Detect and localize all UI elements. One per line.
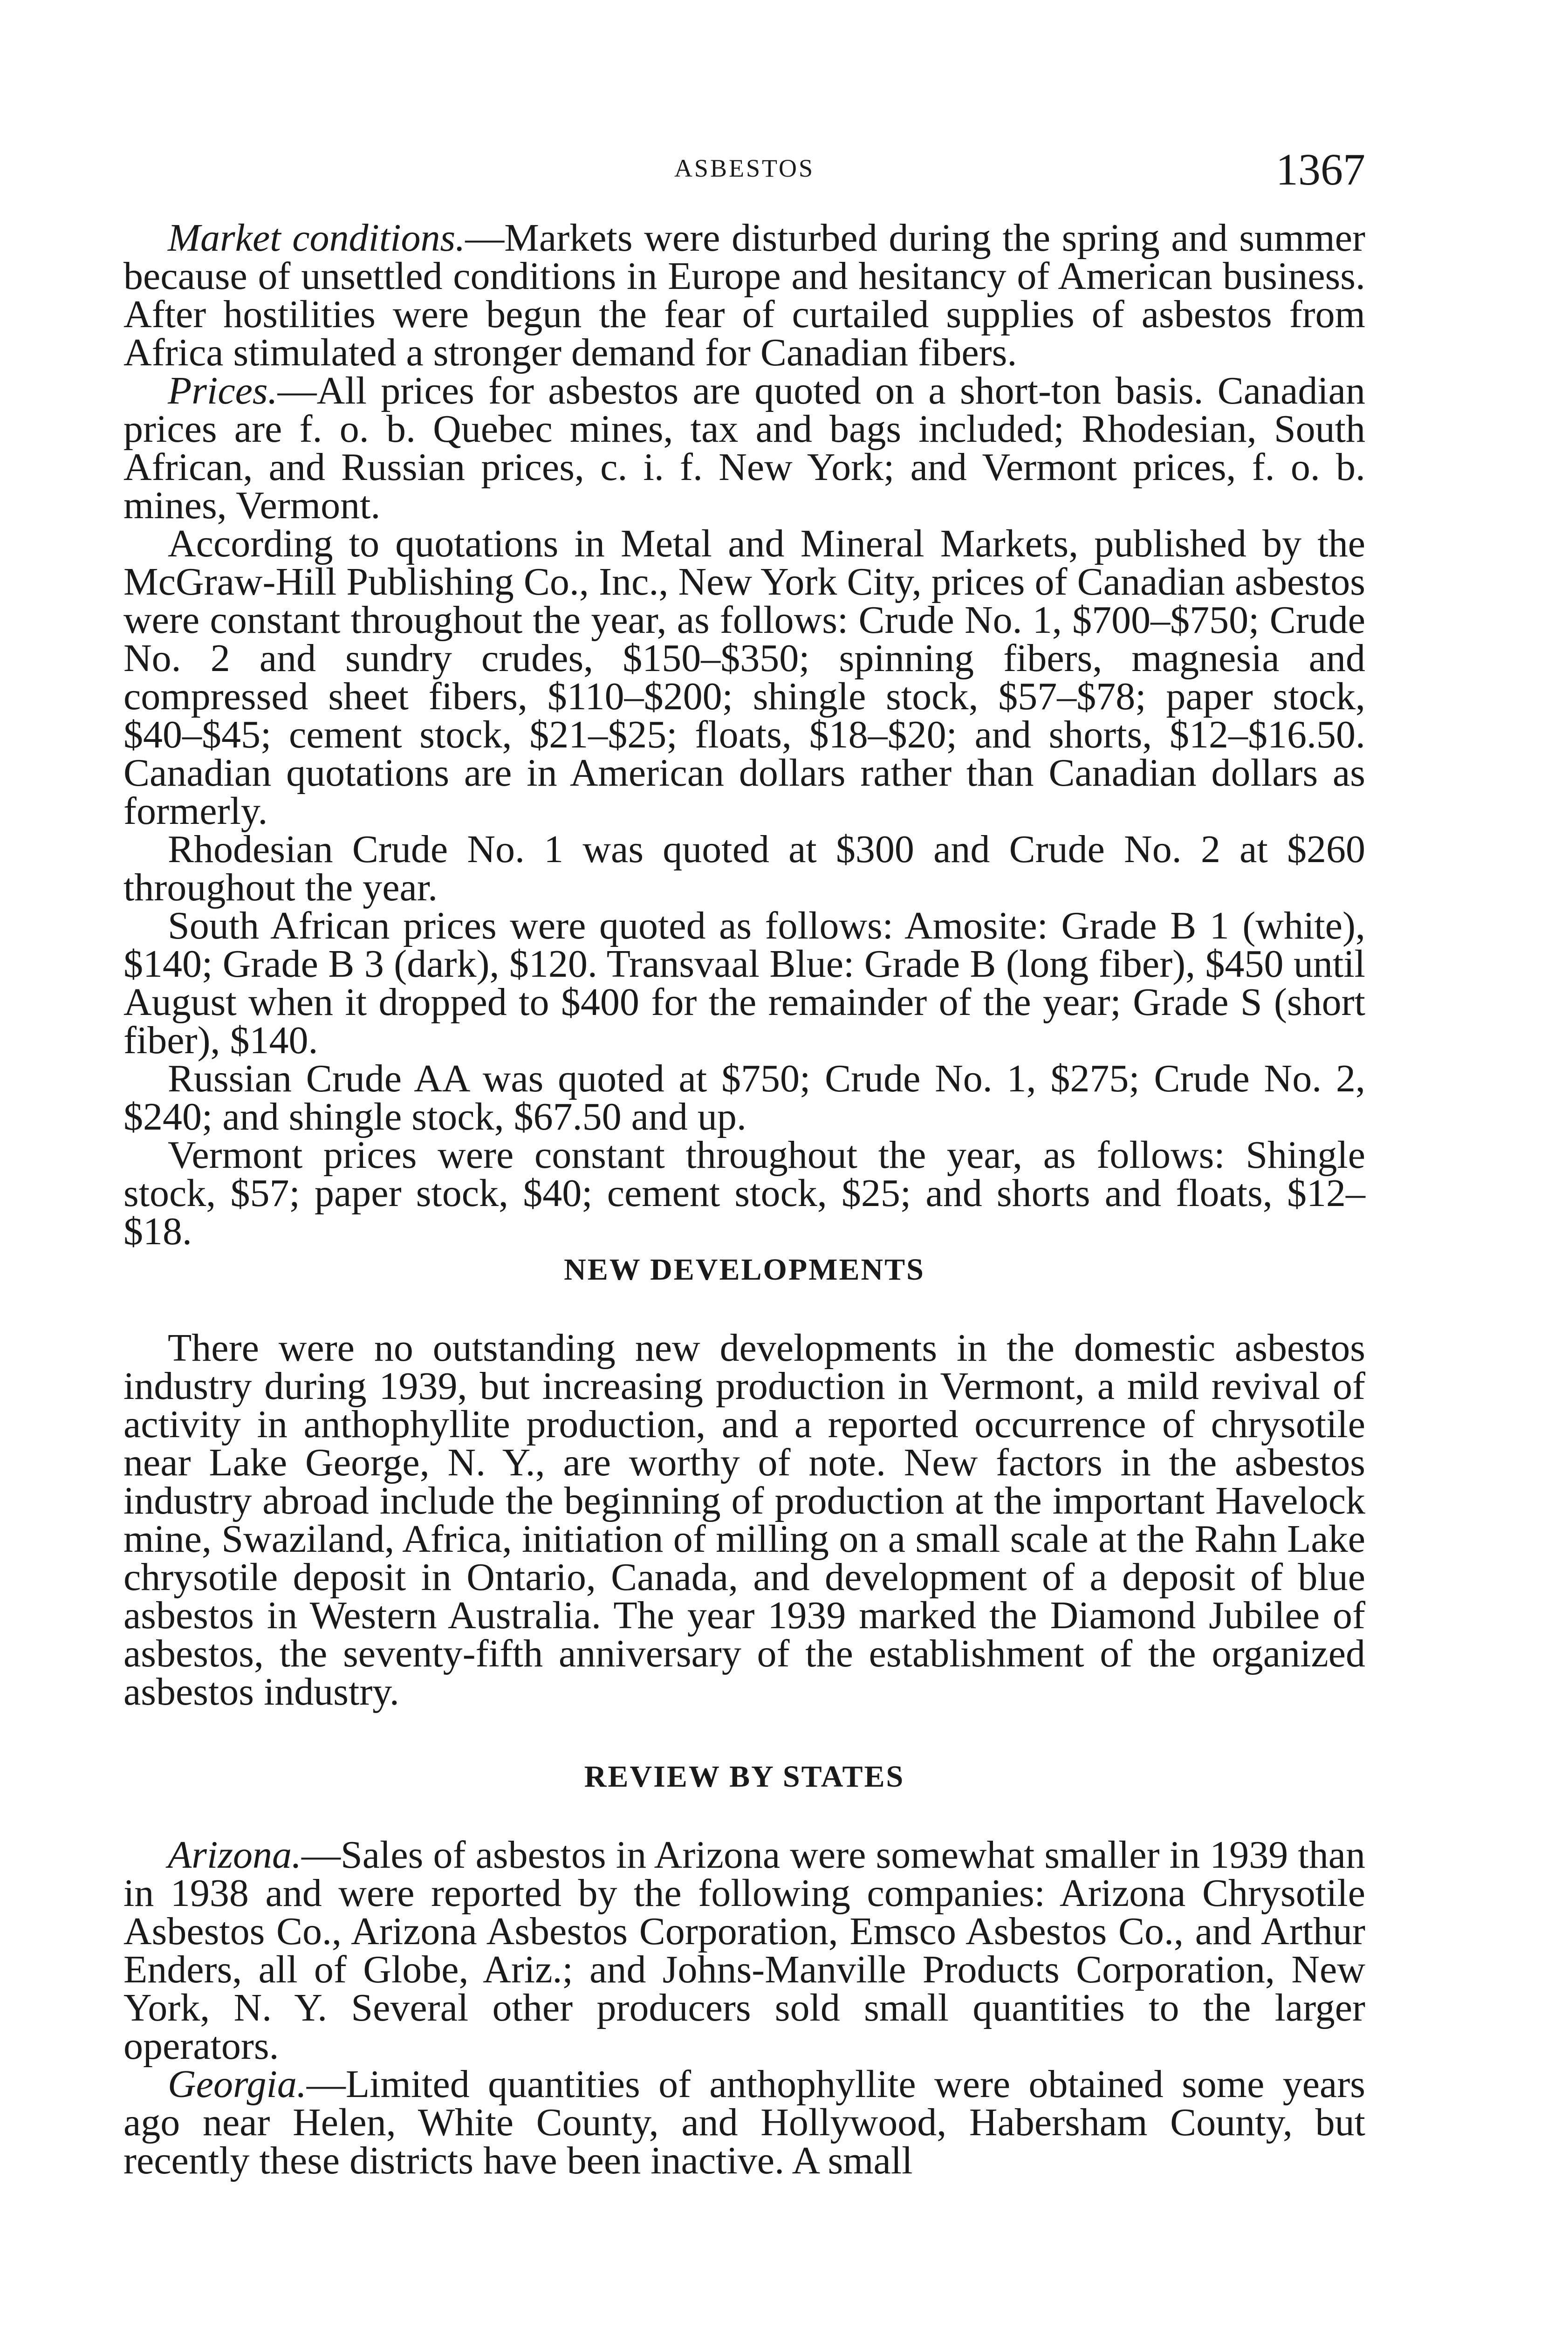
paragraph-vermont-prices bbox=[123, 1133, 1365, 1253]
paragraph-lead: Market conditions. bbox=[168, 216, 466, 260]
paragraph-lead: Georgia. bbox=[168, 2063, 307, 2106]
paragraph-prices bbox=[123, 369, 1365, 527]
section-heading-new-developments: NEW DEVELOPMENTS bbox=[564, 1253, 925, 1287]
running-title: ASBESTOS bbox=[674, 154, 815, 182]
page-number: 1367 bbox=[1276, 144, 1365, 194]
body-text bbox=[123, 216, 1365, 2182]
paragraph-canadian-prices bbox=[123, 522, 1365, 833]
paragraph-text: South African prices were quoted as follows: Amosite: Grade B 1 (white), $140; Grade B 3 (dark), $120. Transvaal Blue: Grade B (long fiber), $450 until August when it dropped to $400 for the remainder of the year; Grade S (short fiber), $140. bbox=[123, 904, 1365, 1062]
paragraph-text: —Markets were disturbed during the spring and summer because of unsettled conditions in Europe and hesitancy of American business. After hostilities were begun the fear of curtailed supplies of asbestos from Africa stimulated a stronger demand for Canadian fibers. bbox=[123, 216, 1365, 374]
paragraph-text: There were no outstanding new developments in the domestic asbestos industry during 1939, but increasing production in Vermont, a mild revival of activity in anthophyllite production, and a reported occurrence of chrysotile near Lake George, N. Y., are worthy of note. New factors in the asbestos industry abroad include the beginning of production at the important Havelock mine, Swaziland, Africa, initiation of milling on a small scale at the Rahn Lake chrysotile deposit in Ontario, Canada, and development of a deposit of blue asbestos in Western Australia. The year 1939 marked the Diamond Jubilee of asbestos, the seventy-fifth anniversary of the establishment of the organized asbestos industry. bbox=[123, 1326, 1365, 1713]
paragraph-new-developments bbox=[123, 1326, 1365, 1713]
paragraph-lead: Arizona. bbox=[168, 1833, 302, 1877]
paragraph-arizona bbox=[123, 1833, 1365, 2068]
paragraph-text: —All prices for asbestos are quoted on a short-ton basis. Canadian prices are f. o. b. Quebec mines, tax and bags included; Rhodesian, South African, and Russian prices, c. i. f. New York; and Vermont prices, f. o. b. mines, Vermont. bbox=[123, 369, 1365, 527]
paragraph-text: Russian Crude AA was quoted at $750; Crude No. 1, $275; Crude No. 2, $240; and shingle stock, $67.50 and up. bbox=[123, 1057, 1365, 1138]
paragraph-south-african-prices bbox=[123, 904, 1365, 1062]
running-header bbox=[123, 144, 1365, 199]
paragraph-text: Vermont prices were constant throughout the year, as follows: Shingle stock, $57; paper stock, $40; cement stock, $25; and shorts and floats, $12–$18. bbox=[123, 1133, 1365, 1253]
paragraph-text: —Sales of asbestos in Arizona were somewhat smaller in 1939 than in 1938 and were reported by the following companies: Arizona Chrysotile Asbestos Co., Arizona Asbestos Corporation, Emsco Asbestos Co., and Arthur Enders, all of Globe, Ariz.; and Johns-Manville Products Corporation, New York, N. Y. Several other producers sold small quantities to the larger operators. bbox=[123, 1833, 1365, 2068]
paragraph-text: Rhodesian Crude No. 1 was quoted at $300 and Crude No. 2 at $260 throughout the year. bbox=[123, 828, 1365, 909]
paragraph-georgia bbox=[123, 2065, 1365, 2180]
paragraph-market-conditions bbox=[123, 216, 1365, 374]
paragraph-rhodesian-prices bbox=[123, 830, 1365, 907]
section-heading-review-by-states: REVIEW BY STATES bbox=[584, 1760, 905, 1794]
paragraph-lead: Prices. bbox=[168, 369, 278, 412]
paragraph-text: According to quotations in Metal and Mineral Markets, published by the McGraw-Hill Publishing Co., Inc., New York City, prices of Canadian asbestos were constant throughout the year, as follows: Crude No. 1, $700–$750; Crude No. 2 and sundry crudes, $150–$350; spinning fibers, magnesia and compressed sheet fibers, $110–$200; shingle stock, $57–$78; paper stock, $40–$45; cement stock, $21–$25; floats, $18–$20; and shorts, $12–$16.50. Canadian quotations are in American dollars rather than Canadian dollars as formerly. bbox=[123, 522, 1365, 833]
paragraph-text: —Limited quantities of anthophyllite were obtained some years ago near Helen, White County, and Hollywood, Habersham County, but recently these districts have been inactive. A small bbox=[123, 2063, 1365, 2182]
document-page bbox=[123, 0, 1365, 2330]
paragraph-russian-prices bbox=[123, 1057, 1365, 1138]
